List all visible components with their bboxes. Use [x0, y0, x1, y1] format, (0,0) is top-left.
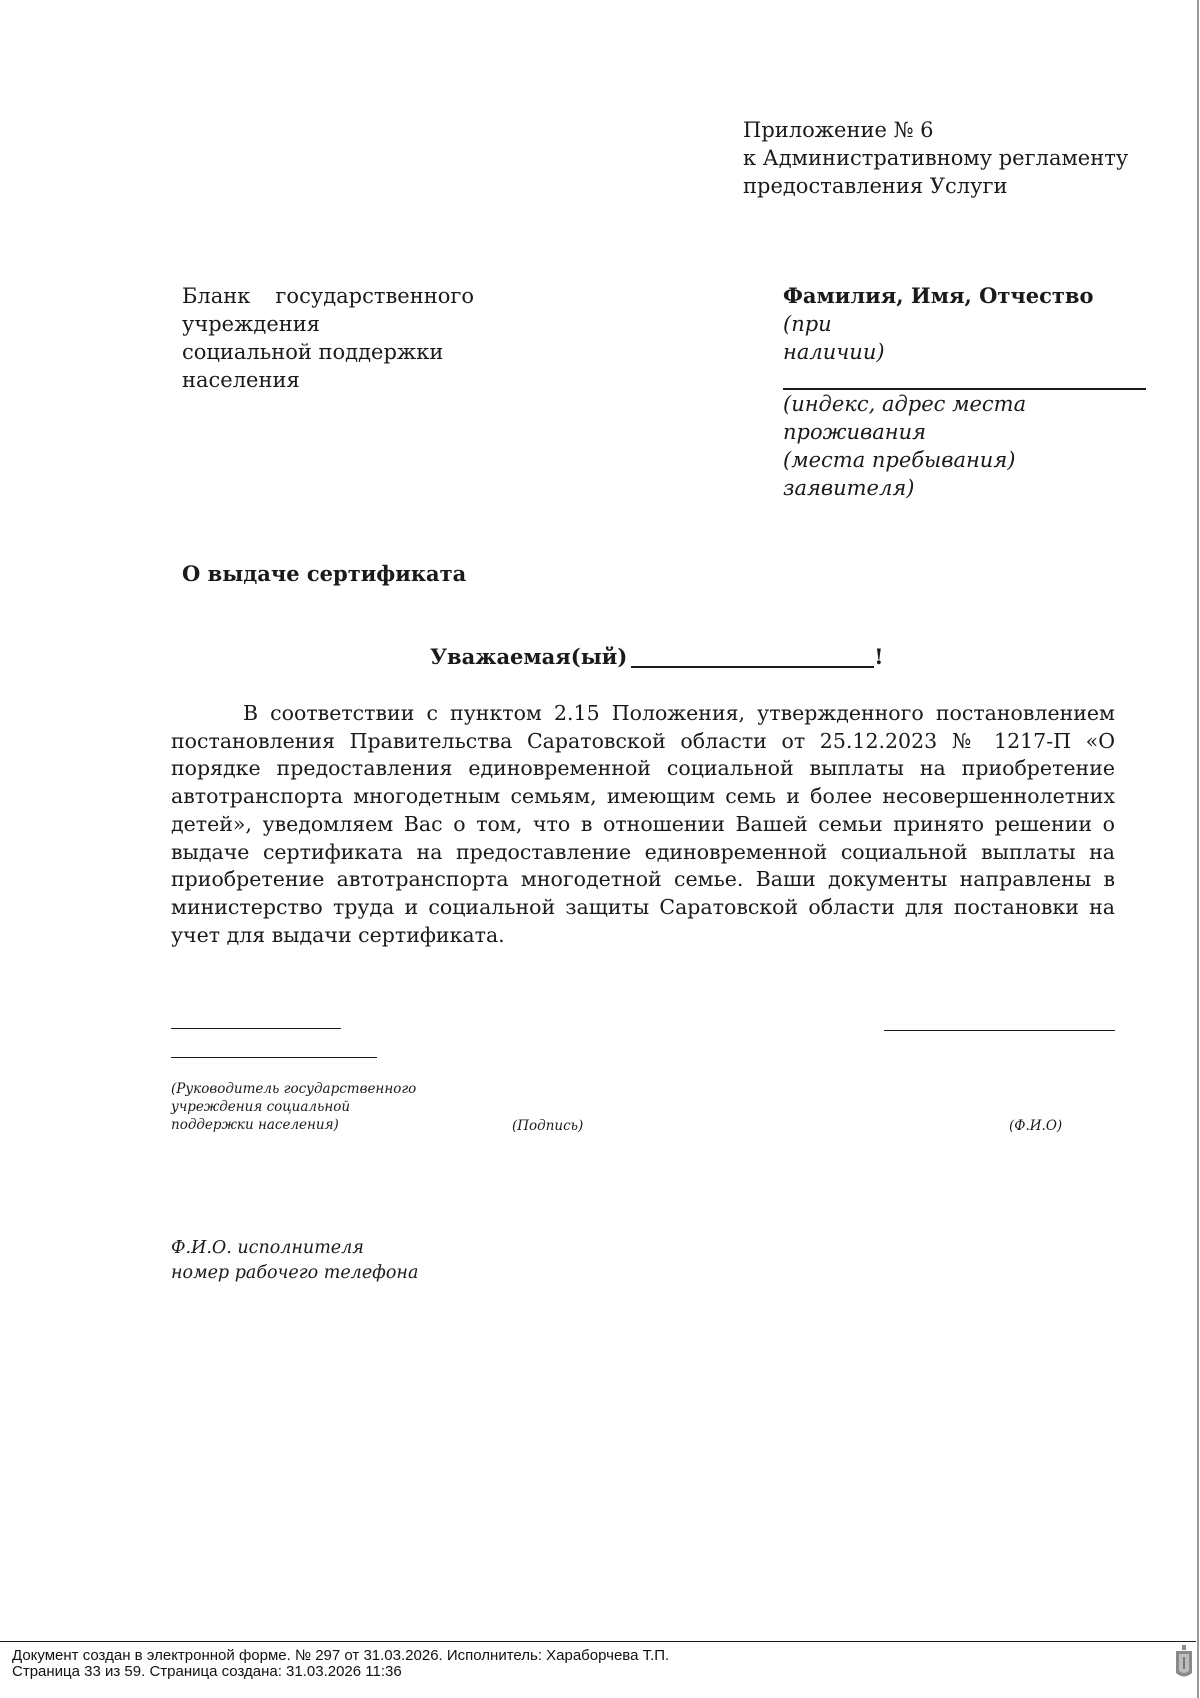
footer	[12, 1648, 669, 1680]
executor-name: Ф.И.О. исполнителя	[171, 1238, 364, 1258]
recipient-name-label: Фамилия, Имя, Отчество	[783, 283, 1094, 308]
head-label	[171, 1080, 431, 1134]
appendix-number: Приложение № 6	[743, 118, 934, 142]
letter-subject: О выдаче сертификата	[182, 561, 467, 586]
appendix-regulation: к Административному регламенту	[743, 146, 1129, 170]
recipient-name-note: (при	[783, 312, 832, 336]
recipient-name-row	[783, 282, 1113, 338]
sender-line-4: населения	[182, 368, 300, 392]
greeting-fill-line	[631, 646, 874, 668]
body-paragraph: В соответствии с пунктом 2.15 Положения, утвержденного постановлением постановления Правительства Саратовской области от 25.12.2023 № 1217-П «О порядке предоставления единовременной социальной выплаты на приобретение автотранспорта многодетным семьям, имеющим семь и более несовершеннолетних детей», уведомляем Вас о том, что в отношении Вашей семьи принято решении о выдаче сертификата на предоставление единовременной социальной выплаты на приобретение автотранспорта многодетной семье. Ваши документы направлены в министерство труда и социальной защиты Саратовской области для постановки на учет для выдачи сертификата.	[171, 701, 1115, 947]
head-label-line-2: учреждения социальной	[171, 1099, 351, 1115]
sender-line-2: учреждения	[182, 312, 321, 336]
appendix-service: предоставления Услуги	[743, 174, 1008, 198]
coat-of-arms-icon	[1172, 1643, 1196, 1683]
page-edge	[1197, 0, 1199, 1698]
sender-line-3: социальной поддержки	[182, 340, 444, 364]
recipient-fill-line	[783, 374, 1146, 390]
head-label-line-1: (Руководитель государственного	[171, 1081, 417, 1097]
executor-phone: номер рабочего телефона	[171, 1263, 419, 1283]
footer-divider	[0, 1641, 1196, 1642]
head-label-line-3: поддержки населения)	[171, 1117, 339, 1133]
position-fill-line	[171, 1028, 341, 1029]
recipient-address-line-1: (индекс, адрес места проживания	[783, 392, 1027, 444]
fio-fill-line	[884, 1030, 1115, 1031]
sender-block	[182, 282, 474, 394]
recipient-address-line-2: (места пребывания) заявителя)	[783, 448, 1016, 500]
sender-line-1: Бланк государственного	[182, 284, 474, 308]
greeting-suffix: !	[874, 644, 884, 669]
recipient-name-note-cont: наличии)	[783, 340, 885, 364]
footer-page-info: Страница 33 из 59. Страница создана: 31.03.2026 11:36	[12, 1663, 402, 1680]
greeting	[430, 643, 884, 671]
letter-body	[171, 700, 1115, 949]
footer-document-info: Документ создан в электронной форме. № 297 от 31.03.2026. Исполнитель: Хараборчева Т.П.	[12, 1647, 670, 1664]
executor-block	[171, 1236, 418, 1286]
greeting-prefix: Уважаемая(ый)	[430, 644, 628, 669]
signature-label: (Подпись)	[512, 1118, 584, 1134]
fio-label: (Ф.И.О)	[1009, 1118, 1063, 1134]
recipient-block	[783, 282, 1113, 502]
appendix-header	[743, 116, 1129, 200]
position-fill-line-2	[171, 1057, 377, 1058]
